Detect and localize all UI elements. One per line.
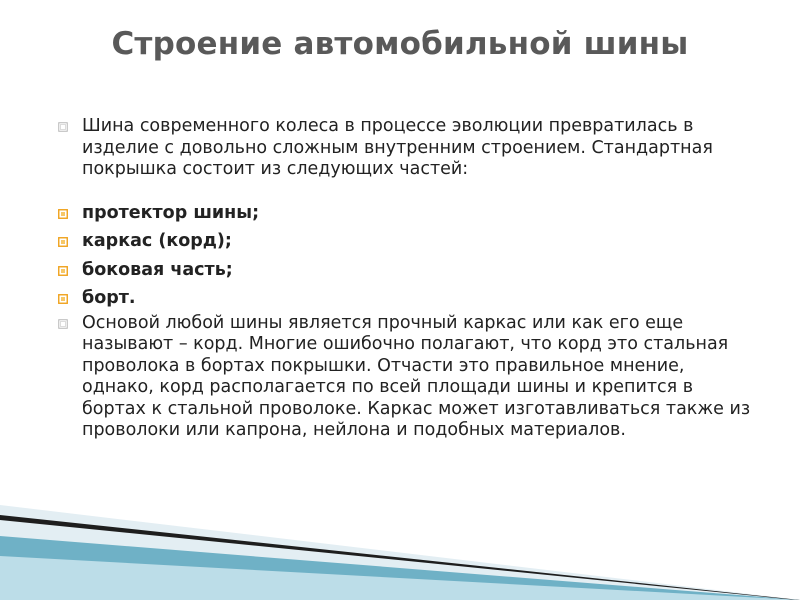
list-item-intro xyxy=(56,116,756,181)
part-text: каркас (корд); xyxy=(82,231,232,251)
orange-square-bullet-icon xyxy=(58,294,68,304)
decoration-pale-band xyxy=(0,556,800,600)
slide-title: Строение автомобильной шины xyxy=(111,26,689,62)
orange-square-bullet-icon xyxy=(58,266,68,276)
closing-text: Основой любой шины является прочный каркас или как его еще называют – корд. Многие ошибочно полагают, что корд это стальная проволока в бортах покрышки. Отчасти это правильное мнение, однако, корд располагается по всей площади шины и крепится в бортах к стальной проволоке. Каркас может изготавливаться также из проволоки или капрона, нейлона и подобных материалов. xyxy=(82,312,751,440)
orange-square-bullet-icon xyxy=(58,209,68,219)
hollow-square-bullet-icon xyxy=(58,319,68,329)
part-text: боковая часть; xyxy=(82,259,233,280)
list-item-part xyxy=(56,288,756,310)
list-item-part xyxy=(56,260,756,282)
orange-square-bullet-icon xyxy=(58,237,68,247)
decoration-dark-stroke xyxy=(0,515,800,600)
list-item-part xyxy=(56,231,756,253)
list-item-part xyxy=(56,203,756,225)
decoration-teal-band xyxy=(0,536,800,600)
part-text: протектор шины; xyxy=(82,202,260,223)
decoration-light-band xyxy=(0,505,800,600)
list-spacer xyxy=(56,181,756,203)
content-list xyxy=(56,116,756,442)
list-item-closing xyxy=(56,313,756,442)
hollow-square-bullet-icon xyxy=(58,122,68,132)
intro-text: Шина современного колеса в процессе эволюции превратилась в изделие с довольно сложным внутренним строением. Стандартная покрышка состоит из следующих частей: xyxy=(82,116,713,179)
part-text: борт. xyxy=(82,288,136,308)
